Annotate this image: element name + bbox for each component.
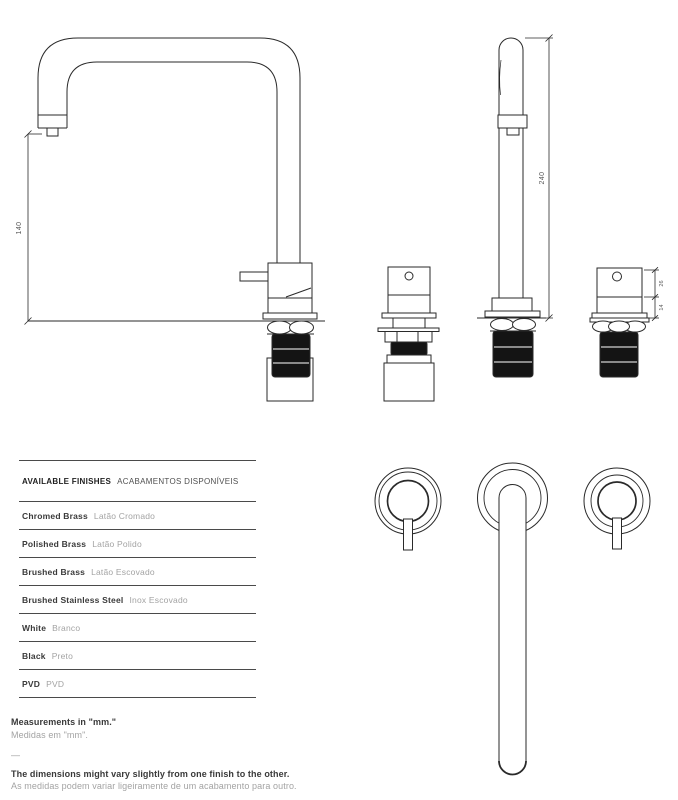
base-flange [263, 313, 317, 319]
spout-collar [498, 115, 527, 128]
finish-name-pt: Latão Cromado [93, 510, 156, 521]
footnotes [11, 716, 356, 793]
aerator [507, 128, 519, 135]
finish-name-pt: Branco [52, 622, 81, 633]
finish-row [19, 557, 256, 585]
handle-top-view-left [375, 468, 441, 550]
tolerance-note-en: The dimensions might vary slightly from one finish to the other. [11, 768, 290, 779]
valve-body [384, 363, 434, 401]
dim-240-label: 240 [539, 171, 546, 185]
spout-outer [38, 38, 300, 263]
finish-row [19, 501, 256, 529]
spout-top-view [478, 463, 548, 775]
finish-row [19, 669, 256, 697]
lever-top [404, 519, 413, 550]
tolerance-note-pt: As medidas podem variar ligeiramente de um acabamento para outro. [11, 781, 297, 791]
dimension-140 [16, 131, 42, 325]
finish-row [19, 613, 256, 641]
finish-name-pt: Latão Escovado [91, 566, 155, 577]
notes-separator: — [11, 750, 21, 760]
finish-row [19, 585, 256, 613]
finish-name-pt: Preto [51, 650, 74, 661]
spout-reach [499, 485, 526, 775]
handle-front-view-left [378, 267, 439, 401]
faucet-front-view [477, 35, 553, 378]
finish-row [19, 641, 256, 669]
dimension-240 [525, 35, 553, 322]
finish-name-en: White [22, 622, 47, 633]
riser-tube [499, 38, 523, 298]
lever-top [613, 518, 622, 549]
finishes-header-pt: ACABAMENTOS DISPONÍVEIS [117, 476, 239, 486]
threaded-shank [493, 331, 533, 377]
finish-name-en: PVD [22, 678, 41, 689]
finishes-header [19, 460, 256, 501]
threaded-shank [600, 332, 638, 377]
mixer-body [268, 263, 312, 313]
threaded-shank [391, 342, 427, 355]
handle-front-view-right [590, 267, 665, 377]
finish-name-pt: Latão Polido [92, 538, 142, 549]
finish-name-en: Polished Brass [22, 538, 87, 549]
dim-26-label: 26 [659, 280, 665, 287]
finishes-table [19, 460, 256, 698]
handle-lever [240, 272, 268, 281]
finish-row [19, 529, 256, 557]
handle-body [597, 268, 642, 313]
dim-14-label: 14 [659, 304, 665, 311]
handle-top-view-right [584, 468, 650, 549]
finish-name-en: Black [22, 650, 46, 661]
measurements-note-en: Measurements in "mm." [11, 717, 117, 727]
spout-inner [67, 62, 277, 263]
measurements-note-pt: Medidas em "mm". [11, 729, 89, 740]
faucet-side-view [16, 38, 325, 401]
finishes-header-en: AVAILABLE FINISHES [22, 476, 112, 486]
finish-name-pt: Inox Escovado [129, 594, 188, 605]
finish-name-en: Brushed Brass [22, 566, 86, 577]
finish-name-en: Brushed Stainless Steel [22, 594, 124, 605]
handle-body [388, 267, 430, 313]
aerator [47, 128, 58, 136]
finish-name-pt: PVD [46, 678, 65, 689]
dim-140-label: 140 [16, 221, 23, 235]
threaded-shank [272, 334, 310, 377]
finish-name-en: Chromed Brass [22, 510, 88, 521]
base-flange [485, 311, 540, 317]
